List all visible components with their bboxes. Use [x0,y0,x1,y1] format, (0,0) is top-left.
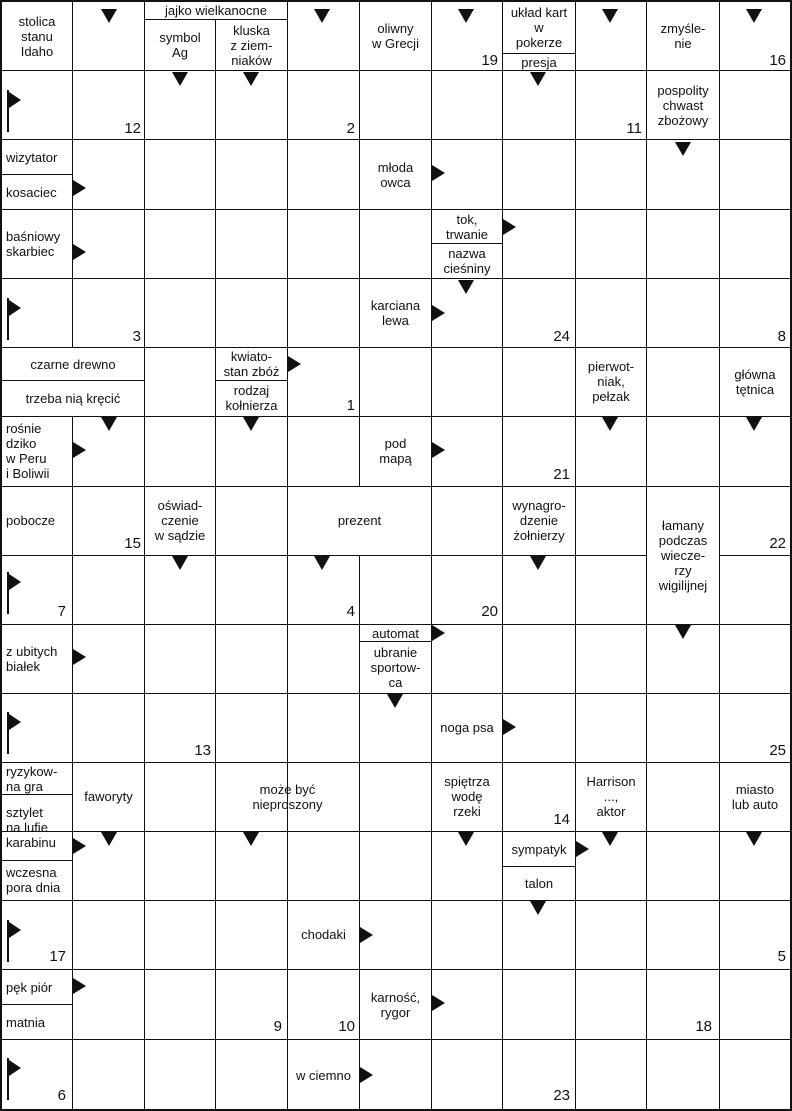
clue-divider [216,380,288,381]
grid-line [0,209,792,210]
flag-icon [7,572,21,614]
clue-cell: Harrison ..., aktor [586,774,636,819]
clue-cell: sympatyk [511,841,567,857]
clue-cell: jajko wielkanocne [165,3,267,18]
clue-cell: nazwa cieśniny [443,245,491,276]
arrow-down-icon [243,417,259,431]
cell-number: 1 [346,397,355,414]
arrow-right-icon [432,442,445,458]
clue-cell: talon [524,875,554,891]
arrow-right-icon [432,625,445,641]
clue-divider [360,641,432,642]
grid-line [359,0,360,486]
clue-cell: ryzykow- na gra [6,763,58,794]
arrow-right-icon [288,356,301,372]
clue-cell: miasto lub auto [731,781,779,812]
grid-line [0,1039,792,1040]
clue-divider [2,380,145,381]
arrow-right-icon [360,927,373,943]
arrow-right-icon [73,649,86,665]
clue-cell: rodzaj kołnierza [225,383,278,413]
clue-cell: pęk piór [6,979,53,995]
clue-cell: tok, trwanie [446,212,488,242]
cell-number: 5 [777,948,786,965]
cell-number: 9 [273,1018,282,1035]
clue-cell: może być nieproszony [252,781,323,812]
cell-number: 20 [481,603,498,620]
grid-line [0,70,792,71]
arrow-down-icon [530,901,546,915]
clue-cell: ubranie sportow- ca [370,644,421,690]
flag-icon [7,1058,21,1100]
cell-number: 24 [553,328,570,345]
arrow-down-icon [458,280,474,294]
clue-divider [503,866,575,867]
arrow-right-icon [432,995,445,1011]
arrow-down-icon [101,417,117,431]
arrow-right-icon [503,219,516,235]
clue-cell: sztylet na lufie karabinu [6,804,56,850]
arrow-right-icon [432,305,445,321]
cell-number: 18 [695,1018,712,1035]
grid-line [215,19,216,1111]
clue-cell: wczesna pora dnia [6,865,61,895]
clue-divider [2,174,73,175]
arrow-down-icon [746,832,762,846]
clue-cell: młoda owca [377,159,414,190]
clue-cell: prezent [337,513,382,528]
arrow-right-icon [73,442,86,458]
cell-number: 7 [57,603,66,620]
cell-number: 19 [481,52,498,69]
cell-number: 25 [769,742,786,759]
flag-icon [7,712,21,754]
arrow-down-icon [530,72,546,86]
arrow-down-icon [675,625,691,639]
clue-divider [145,19,288,20]
clue-cell: spiętrza wodę rzeki [444,774,490,819]
arrow-right-icon [73,838,86,854]
arrow-right-icon [503,719,516,735]
clue-cell: chodaki [301,927,346,942]
clue-divider [2,860,73,861]
clue-cell: stolica stanu Idaho [18,13,56,59]
clue-cell: pierwot- niak, pełzak [587,359,635,404]
arrow-down-icon [243,832,259,846]
cell-number: 23 [553,1087,570,1104]
clue-cell: główna tętnica [734,366,776,397]
grid-line [0,831,792,832]
cell-number: 2 [346,120,355,137]
arrow-down-icon [458,9,474,23]
cell-number: 4 [346,603,355,620]
clue-cell: kluska z ziem- niaków [230,22,273,68]
clue-cell: faworyty [84,789,133,804]
arrow-down-icon [101,9,117,23]
clue-divider [432,243,503,244]
cell-number: 16 [769,52,786,69]
clue-cell: w ciemno [296,1067,351,1083]
arrow-down-icon [101,832,117,846]
arrow-down-icon [314,556,330,570]
clue-cell: układ kart w pokerze [510,5,568,50]
arrow-down-icon [602,832,618,846]
grid-line [719,555,792,556]
flag-icon [7,920,21,962]
clue-cell: wynagro- dzenie żołnierzy [512,498,566,543]
arrow-down-icon [675,142,691,156]
clue-divider [503,53,575,54]
arrow-right-icon [432,165,445,181]
cell-number: 21 [553,466,570,483]
arrow-down-icon [172,72,188,86]
clue-cell: pobocze [6,513,56,528]
arrow-right-icon [73,180,86,196]
clue-cell: karność, rygor [370,989,421,1020]
clue-cell: czarne drewno [30,356,116,372]
clue-cell: noga psa [440,720,494,735]
clue-cell: zmyśle- nie [660,21,706,51]
clue-cell: wizytator [6,149,58,165]
flag-icon [7,90,21,132]
clue-cell: oliwny w Grecji [372,21,419,51]
arrow-down-icon [602,9,618,23]
arrow-right-icon [576,841,589,857]
clue-cell: kosaciec [6,184,57,200]
arrow-down-icon [243,72,259,86]
arrow-down-icon [746,9,762,23]
arrow-right-icon [73,978,86,994]
clue-divider [2,1004,73,1005]
cell-number: 3 [132,328,141,345]
cell-number: 6 [57,1087,66,1104]
cell-number: 12 [124,120,141,137]
clue-cell: karciana lewa [370,297,421,328]
clue-cell: oświad- czenie w sądzie [154,498,206,543]
cell-number: 10 [338,1018,355,1035]
clue-cell: matnia [6,1014,46,1030]
clue-cell: łamany podczas wiecze- rzy wigilijnej [658,517,708,593]
arrow-down-icon [314,9,330,23]
cell-number: 22 [769,535,786,552]
clue-cell: presja [521,54,557,70]
arrow-down-icon [602,417,618,431]
clue-cell: symbol Ag [159,30,201,60]
clue-cell: pospolity chwast zbożowy [657,82,709,128]
arrow-right-icon [73,244,86,260]
cell-number: 15 [124,535,141,552]
flag-icon [7,298,21,340]
clue-cell: trzeba nią kręcić [25,390,121,406]
arrow-down-icon [530,556,546,570]
arrow-down-icon [172,556,188,570]
clue-cell: pod mapą [379,436,412,466]
arrow-right-icon [360,1067,373,1083]
arrow-down-icon [387,694,403,708]
cell-number: 17 [49,948,66,965]
arrow-down-icon [746,417,762,431]
cell-number: 14 [553,811,570,828]
grid-line [0,900,792,901]
clue-cell: baśniowy skarbiec [6,229,61,259]
clue-cell: rośnie dziko w Peru i Boliwii [6,421,50,481]
clue-cell: z ubitych białek [6,643,58,674]
cell-number: 13 [194,742,211,759]
arrow-down-icon [458,832,474,846]
clue-cell: kwiato- stan zbóż [223,349,280,379]
clue-cell: automat [372,625,419,641]
cell-number: 11 [626,120,642,137]
clue-divider [2,794,73,795]
cell-number: 8 [777,328,786,345]
